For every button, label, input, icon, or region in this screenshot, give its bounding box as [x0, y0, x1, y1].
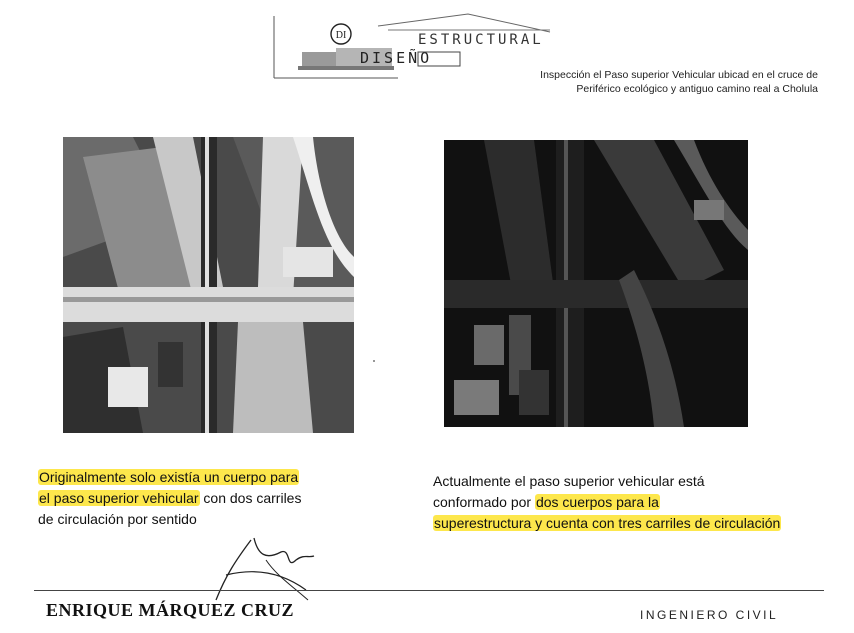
logo-badge-text: DI: [335, 30, 347, 41]
engineer-name: ENRIQUE MÁRQUEZ CRUZ: [46, 600, 295, 620]
caption-right-line3-highlight: superestructura y cuenta con tres carriles de circulación: [434, 515, 781, 531]
handwritten-signature: [196, 530, 326, 605]
caption-right-line2-highlight: dos cuerpos para la: [535, 494, 659, 510]
logo-word-top: ESTRUCTURAL: [418, 32, 544, 48]
footer-divider: [34, 590, 824, 591]
header-caption-line1: Inspección el Paso superior Vehicular ubicad en el cruce de: [540, 69, 818, 81]
caption-left-rest: con dos carriles: [199, 490, 302, 506]
caption-original: [38, 467, 378, 530]
caption-left-line3: de circulación por sentido: [38, 511, 197, 527]
header-caption: [498, 68, 818, 96]
photo-original-bridge: [63, 137, 354, 433]
header-caption-line2: Periférico ecológico y antiguo camino real a Cholula: [576, 83, 818, 95]
photo-current-bridge: [444, 140, 748, 427]
scan-speck: [373, 360, 375, 362]
caption-right-line2-plain: conformado por: [433, 494, 535, 510]
caption-right-line1: Actualmente el paso superior vehicular está: [433, 473, 705, 489]
caption-left-highlight-1: Originalmente solo existía un cuerpo para: [39, 469, 299, 485]
logo-word-bottom: DISEÑO: [360, 49, 433, 67]
engineer-title: INGENIERO CIVIL: [640, 608, 779, 622]
caption-left-highlight-2: el paso superior vehicular: [39, 490, 199, 506]
caption-current: [433, 471, 833, 534]
